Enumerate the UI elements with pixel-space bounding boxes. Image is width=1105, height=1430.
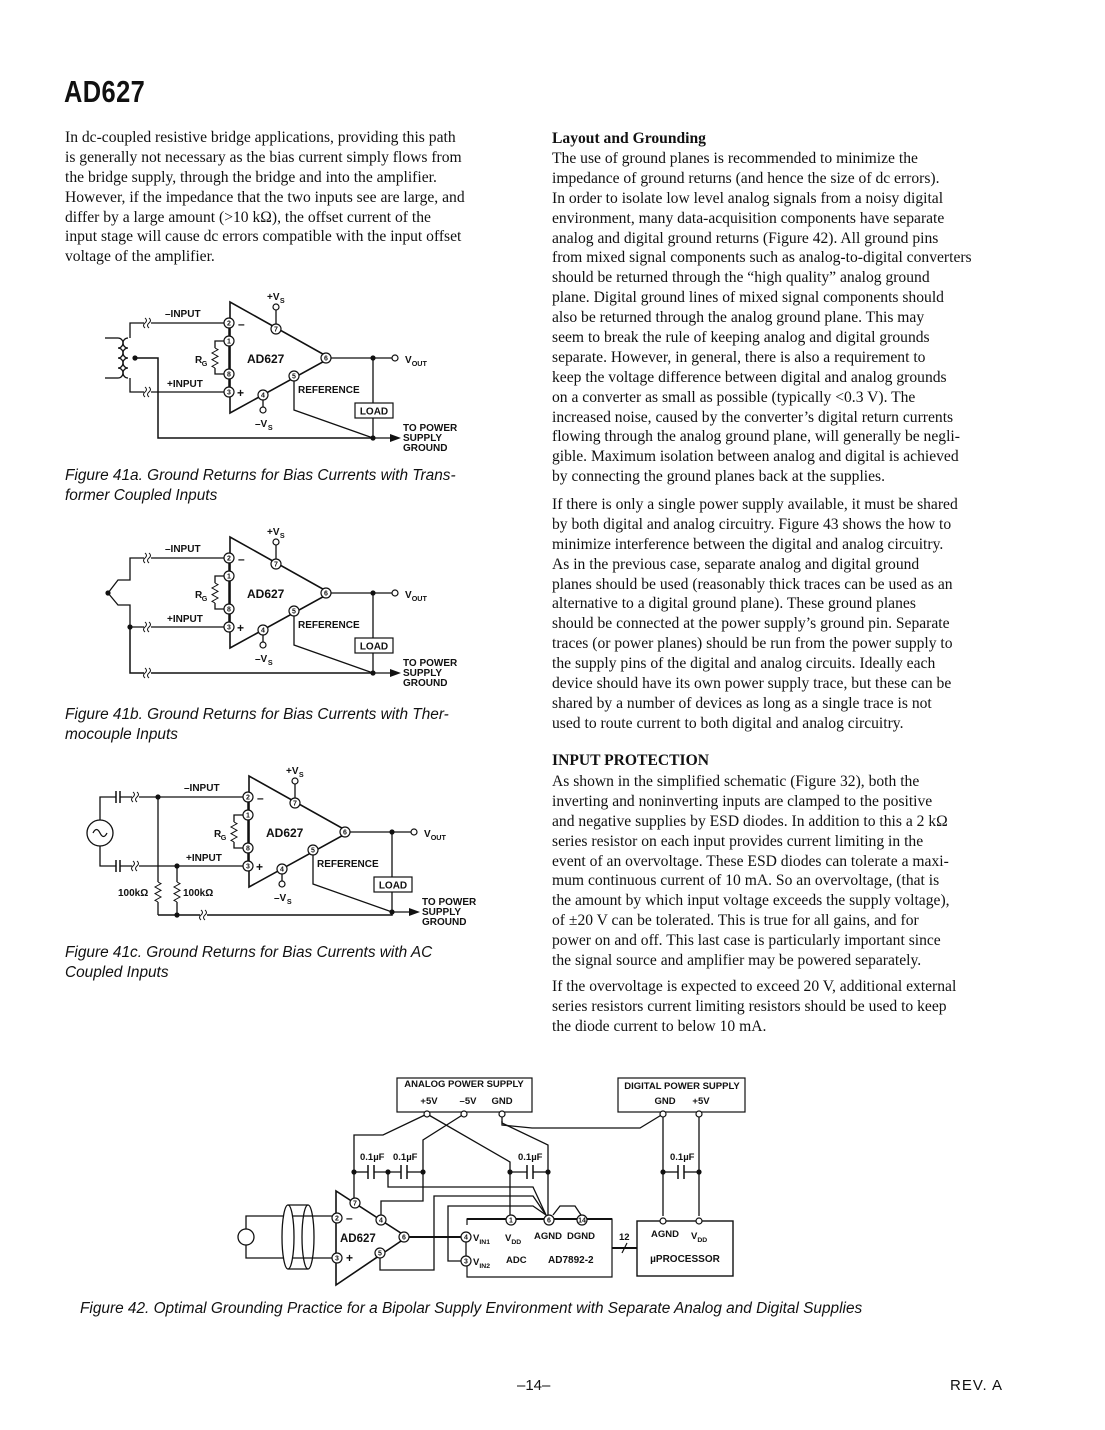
ground-label: SUPPLY — [403, 668, 443, 679]
text-line: Figure 41c. Ground Returns for Bias Currents with AC — [65, 944, 433, 961]
text-line: by both digital and analog circuitry. Figure 43 shows the how to — [552, 515, 952, 533]
text-line: differ by a large amount (>10 kΩ), the offset current of the — [65, 208, 431, 226]
arrow-icon — [390, 669, 401, 677]
wire — [158, 912, 392, 915]
text-line: mum continuous current of 10 mA. So an overvoltage, (that is — [552, 872, 940, 890]
plus-sign: + — [237, 621, 245, 635]
wire — [502, 1114, 548, 1215]
dgnd-label: DGND — [567, 1231, 595, 1242]
coax-end-icon — [308, 1205, 314, 1269]
pin-number: 3 — [227, 389, 231, 397]
terminal — [461, 1111, 467, 1117]
vdd-label-subscript: DD — [511, 1239, 522, 1246]
agnd-label: AGND — [534, 1231, 562, 1242]
text-line: by connecting the ground planes back at the supplies. — [552, 468, 886, 486]
text-line: should be returned through the “high quality” analog ground — [552, 269, 930, 287]
pin-number: 1 — [509, 1217, 513, 1225]
positive-supply-label: +V — [267, 527, 280, 538]
wire — [100, 846, 116, 866]
resistor-icon — [212, 348, 218, 368]
text-line: series resistor on each input provides current limiting in the — [552, 832, 924, 850]
amp-name: AD627 — [340, 1233, 376, 1245]
positive-supply-label: +V — [267, 292, 280, 303]
transformer-secondary-icon — [123, 338, 128, 378]
text-line: should be connected at the power supply’s ground pin. Separate — [552, 615, 950, 633]
figure-41a-caption — [65, 466, 456, 506]
terminal — [696, 1218, 702, 1224]
text-line: is generally not necessary as the bias current simply flows from — [65, 148, 462, 166]
junction-dot — [132, 355, 137, 360]
negative-supply-label-subscript: S — [286, 897, 292, 906]
protection-paragraph-2 — [552, 977, 956, 1037]
wire — [100, 797, 116, 820]
page-number: –14– — [517, 1377, 551, 1394]
negative-supply-label: –V — [274, 893, 287, 904]
text-line: voltage of the amplifier. — [65, 248, 215, 266]
pin-number: 4 — [280, 866, 284, 874]
terminal — [273, 304, 279, 310]
pin-number: 6 — [402, 1234, 406, 1242]
resistor-icon — [174, 882, 180, 902]
vin1-label: V — [473, 1233, 480, 1244]
text-line: former Coupled Inputs — [65, 487, 218, 504]
text-line: the signal source and amplifier may be powered separately. — [552, 952, 922, 970]
pin-number: 2 — [227, 555, 231, 563]
reference-label: REFERENCE — [298, 385, 360, 396]
plus-sign: + — [237, 386, 245, 400]
digital-supply-title: DIGITAL POWER SUPPLY — [624, 1081, 740, 1092]
capacitor-label: 0.1µF — [518, 1152, 543, 1163]
junction-dot — [696, 1169, 701, 1174]
reference-label: REFERENCE — [317, 859, 379, 870]
junction-dot — [174, 912, 179, 917]
analog-supply-title: ANALOG POWER SUPPLY — [404, 1079, 524, 1090]
bus-width-label: 12 — [619, 1232, 630, 1243]
text-line: device should have its own power supply trace, but these can be — [552, 675, 952, 693]
intro-paragraph — [65, 128, 465, 267]
plus-input-label: +INPUT — [167, 379, 203, 390]
rg-label-subscript: G — [201, 359, 208, 368]
vdd-label: V — [505, 1233, 512, 1244]
resistor-label: 100kΩ — [183, 888, 214, 899]
vin2-label: V — [473, 1257, 480, 1268]
plus-sign: + — [256, 860, 264, 874]
ground-label: TO POWER — [422, 897, 477, 908]
text-line: input stage will cause dc errors compatible with the input offset — [65, 228, 462, 246]
input-protection-heading: INPUT PROTECTION — [552, 752, 709, 769]
text-line: flowing through the analog ground plane, will generally be negli- — [552, 428, 960, 446]
ground-label: SUPPLY — [422, 907, 462, 918]
pin-number: 5 — [378, 1250, 382, 1258]
pin-number: 4 — [379, 1217, 383, 1225]
text-line: As shown in the simplified schematic (Figure 32), both the — [552, 773, 920, 790]
figure-41c-caption — [65, 943, 432, 983]
text-line: impedance of ground returns (and hence the size of dc errors). — [552, 169, 940, 187]
pin-number: 4 — [464, 1234, 468, 1242]
wire — [388, 1172, 546, 1215]
terminal — [392, 355, 398, 361]
negative-supply-label-subscript: S — [267, 423, 273, 432]
text-line: plane. Digital ground lines of mixed signal components should — [552, 289, 944, 307]
arrow-icon — [390, 434, 401, 442]
terminal — [499, 1111, 505, 1117]
text-line: on a converter as small as possible (typically <0.3 V). The — [552, 388, 916, 406]
pin-number: 2 — [246, 794, 250, 802]
document-title: AD627 — [64, 74, 146, 109]
text-line: power on and off. This last case is particularly important since — [552, 932, 941, 950]
pin-number: 5 — [292, 608, 296, 616]
terminal — [392, 590, 398, 596]
text-line: increased noise, caused by the converter’s digital return currents — [552, 408, 954, 426]
pin-number: 6 — [324, 355, 328, 363]
pin-number: 3 — [464, 1258, 468, 1266]
text-line: shared by a number of devices as long as a single trace is not — [552, 694, 932, 712]
capacitor-label: 0.1µF — [393, 1152, 418, 1163]
terminal — [660, 1218, 666, 1224]
rg-label-subscript: G — [220, 833, 227, 842]
pin-number: 3 — [227, 624, 231, 632]
terminal — [260, 642, 266, 648]
resistor-icon — [212, 583, 218, 603]
junction-dot — [389, 909, 394, 914]
pin-number: 1 — [227, 338, 231, 346]
minus-sign: – — [238, 317, 245, 331]
pin-number: 6 — [324, 590, 328, 598]
text-line: the bridge supply, through the bridge and into the amplifier. — [65, 168, 437, 186]
pin-number: 2 — [227, 320, 231, 328]
ground-label: GROUND — [403, 678, 448, 689]
text-line: Figure 41a. Ground Returns for Bias Currents with Trans- — [65, 467, 456, 484]
pin-number: 7 — [274, 326, 278, 334]
ground-label: GROUND — [403, 443, 448, 454]
terminal — [696, 1111, 702, 1117]
layout-grounding-heading: Layout and Grounding — [552, 130, 706, 147]
wire — [108, 558, 224, 593]
terminal — [424, 1111, 430, 1117]
positive-supply-label-subscript: S — [279, 296, 285, 305]
vout-label: V — [424, 829, 431, 840]
load-label: LOAD — [378, 880, 408, 892]
processor-agnd-label: AGND — [651, 1229, 679, 1240]
pin-number: 8 — [227, 606, 231, 614]
text-line: event of an overvoltage. These ESD diodes can tolerate a maxi- — [552, 852, 949, 870]
protection-paragraph-1 — [552, 772, 950, 971]
ground-label: TO POWER — [403, 423, 458, 434]
text-line: environment, many data-acquisition components have separate — [552, 209, 945, 227]
text-line: the diode current to below 10 mA. — [552, 1017, 767, 1035]
pin-number: 7 — [353, 1200, 357, 1208]
resistor-label: 100kΩ — [118, 888, 149, 899]
minus-sign: – — [238, 552, 245, 566]
pin-number: 8 — [227, 371, 231, 379]
pin-number: 6 — [343, 829, 347, 837]
figure-41b-caption — [65, 705, 449, 745]
positive-supply-label-subscript: S — [298, 770, 304, 779]
text-line: If the overvoltage is expected to exceed 20 V, additional external — [552, 978, 957, 995]
text-line: and negative supplies by ESD diodes. In addition to this a 2 kΩ — [552, 812, 948, 830]
text-line: series resistors current limiting resistors should be used to keep — [552, 997, 947, 1015]
wire — [553, 1206, 581, 1215]
pin-number: 4 — [261, 627, 265, 635]
text-line: The use of ground planes is recommended to minimize the — [552, 150, 918, 167]
terminal — [292, 778, 298, 784]
terminal — [260, 407, 266, 413]
layout-paragraph-2 — [552, 495, 958, 734]
supply-terminal-label: –5V — [459, 1096, 477, 1107]
figure-42-schematic — [230, 1065, 850, 1295]
load-label: LOAD — [359, 641, 389, 653]
coax-shield-icon — [282, 1205, 294, 1269]
text-line: from mixed signal components such as analog-to-digital converters — [552, 249, 972, 267]
vout-label-subscript: OUT — [411, 359, 427, 368]
pin-number: 5 — [292, 373, 296, 381]
figure-41a-schematic — [90, 280, 490, 460]
transformer-primary-icon — [118, 338, 123, 378]
reference-label: REFERENCE — [298, 620, 360, 631]
terminal — [411, 829, 417, 835]
amp-name: AD627 — [247, 352, 285, 366]
text-line: inverting and noninverting inputs are clamped to the positive — [552, 792, 933, 810]
vin1-label-subscript: IN1 — [479, 1239, 491, 1246]
positive-supply-label: +V — [286, 766, 299, 777]
junction-dot — [370, 435, 375, 440]
text-line: Coupled Inputs — [65, 964, 169, 981]
vin2-label-subscript: IN2 — [479, 1263, 491, 1270]
figure-41b-schematic — [90, 515, 490, 695]
pin-number: 1 — [227, 573, 231, 581]
junction-dot — [370, 670, 375, 675]
junction-dot — [385, 1169, 390, 1174]
pin-number: 5 — [311, 847, 315, 855]
minus-input-label: –INPUT — [165, 544, 201, 555]
supply-terminal-label: +5V — [420, 1096, 438, 1107]
ground-label: SUPPLY — [403, 433, 443, 444]
text-line: In dc-coupled resistive bridge applications, providing this path — [65, 129, 456, 146]
junction-dot — [420, 1169, 425, 1174]
junction-dot — [351, 1169, 356, 1174]
text-line: As in the previous case, separate analog and digital ground — [552, 555, 920, 573]
revision-label: REV. A — [950, 1377, 1003, 1394]
plus-input-label: +INPUT — [167, 614, 203, 625]
wire — [381, 1114, 464, 1215]
vout-label: V — [405, 590, 412, 601]
vout-label-subscript: OUT — [411, 594, 427, 603]
text-line: gible. Maximum isolation between analog and digital is achieved — [552, 448, 959, 466]
figure-41c-schematic — [109, 754, 509, 934]
text-line: minimize interference between the digital and analog circuitry. — [552, 535, 944, 553]
pin-number: 7 — [274, 561, 278, 569]
adc-label: ADC — [506, 1255, 527, 1266]
junction-dot — [507, 1169, 512, 1174]
coax-end-icon — [302, 1205, 308, 1269]
terminal — [279, 881, 285, 887]
text-line: seem to break the rule of keeping analog and digital grounds — [552, 329, 930, 347]
text-line: the supply pins of the digital and analog circuits. Ideally each — [552, 655, 936, 673]
terminal — [660, 1111, 666, 1117]
plus-input-label: +INPUT — [186, 853, 222, 864]
terminal — [273, 539, 279, 545]
processor-vdd-label: V — [691, 1231, 698, 1242]
wire — [502, 1114, 663, 1128]
ground-label: TO POWER — [403, 658, 458, 669]
supply-terminal-label: GND — [654, 1096, 676, 1107]
vout-label: V — [405, 355, 412, 366]
rg-label-subscript: G — [201, 594, 208, 603]
text-line: planes should be used (reasonably thick traces can be used as an — [552, 575, 953, 593]
pin-number: 3 — [335, 1255, 339, 1263]
text-line: However, if the impedance that the two inputs see are large, and — [65, 188, 465, 206]
sine-wave-icon — [93, 830, 107, 837]
capacitor-label: 0.1µF — [670, 1152, 695, 1163]
supply-terminal-label: GND — [491, 1096, 513, 1107]
text-line: In order to isolate low level analog signals from a noisy digital — [552, 189, 944, 207]
junction-dot — [660, 1169, 665, 1174]
pin-number: 6 — [547, 1217, 551, 1225]
text-line: Figure 41b. Ground Returns for Bias Currents with Ther- — [65, 706, 449, 723]
rg-label: R — [195, 355, 203, 366]
minus-input-label: –INPUT — [184, 783, 220, 794]
minus-sign: – — [257, 791, 264, 805]
text-line: used to route current to both digital and analog circuitry. — [552, 714, 904, 732]
pin-number: 14 — [578, 1217, 586, 1225]
amp-name: AD627 — [266, 826, 304, 840]
pin-number: 1 — [246, 812, 250, 820]
amp-name: AD627 — [247, 587, 285, 601]
supply-terminal-label: +5V — [692, 1096, 710, 1107]
signal-source-icon — [238, 1229, 254, 1245]
text-line: separate. However, in general, there is also a requirement to — [552, 348, 926, 366]
text-line: alternative to a digital ground plane). These ground planes — [552, 595, 916, 613]
arrow-icon — [409, 908, 420, 916]
layout-paragraph-1 — [552, 149, 972, 487]
pin-number: 3 — [246, 863, 250, 871]
capacitor-label: 0.1µF — [360, 1152, 385, 1163]
minus-input-label: –INPUT — [165, 309, 201, 320]
load-label: LOAD — [359, 406, 389, 418]
negative-supply-label-subscript: S — [267, 658, 273, 667]
negative-supply-label: –V — [255, 654, 268, 665]
pin-number: 7 — [293, 800, 297, 808]
text-line: also be returned through the analog ground plane. This may — [552, 309, 925, 327]
pin-number: 4 — [261, 392, 265, 400]
negative-supply-label: –V — [255, 419, 268, 430]
junction-dot — [545, 1169, 550, 1174]
junction-dot — [105, 590, 110, 595]
adc-name: AD7892-2 — [548, 1255, 594, 1266]
text-line: analog and digital ground returns (Figure 42). All ground pins — [552, 229, 939, 247]
text-line: the amount by which input voltage exceeds the supply voltage), — [552, 892, 950, 910]
ground-label: GROUND — [422, 917, 467, 928]
positive-supply-label-subscript: S — [279, 531, 285, 540]
resistor-icon — [155, 882, 161, 902]
figure-42-caption: Figure 42. Optimal Grounding Practice for a Bipolar Supply Environment with Separate Analog and Digital Supplies — [80, 1300, 863, 1317]
text-line: of ±20 V can be tolerated. This is true for all gains, and for — [552, 912, 919, 930]
text-line: mocouple Inputs — [65, 726, 178, 743]
pin-number: 2 — [335, 1215, 339, 1223]
minus-sign: – — [346, 1211, 353, 1225]
text-line: If there is only a single power supply available, it must be shared — [552, 496, 958, 513]
processor-name: µPROCESSOR — [650, 1254, 720, 1265]
processor-vdd-label-subscript: DD — [697, 1237, 708, 1244]
text-line: keep the voltage difference between digital and analog grounds — [552, 368, 947, 386]
rg-label: R — [195, 590, 203, 601]
text-line: traces (or power planes) should be run from the power supply to — [552, 635, 953, 653]
pin-number: 8 — [246, 845, 250, 853]
resistor-icon — [231, 822, 237, 842]
rg-label: R — [214, 829, 222, 840]
plus-sign: + — [346, 1251, 354, 1265]
vout-label-subscript: OUT — [430, 833, 446, 842]
